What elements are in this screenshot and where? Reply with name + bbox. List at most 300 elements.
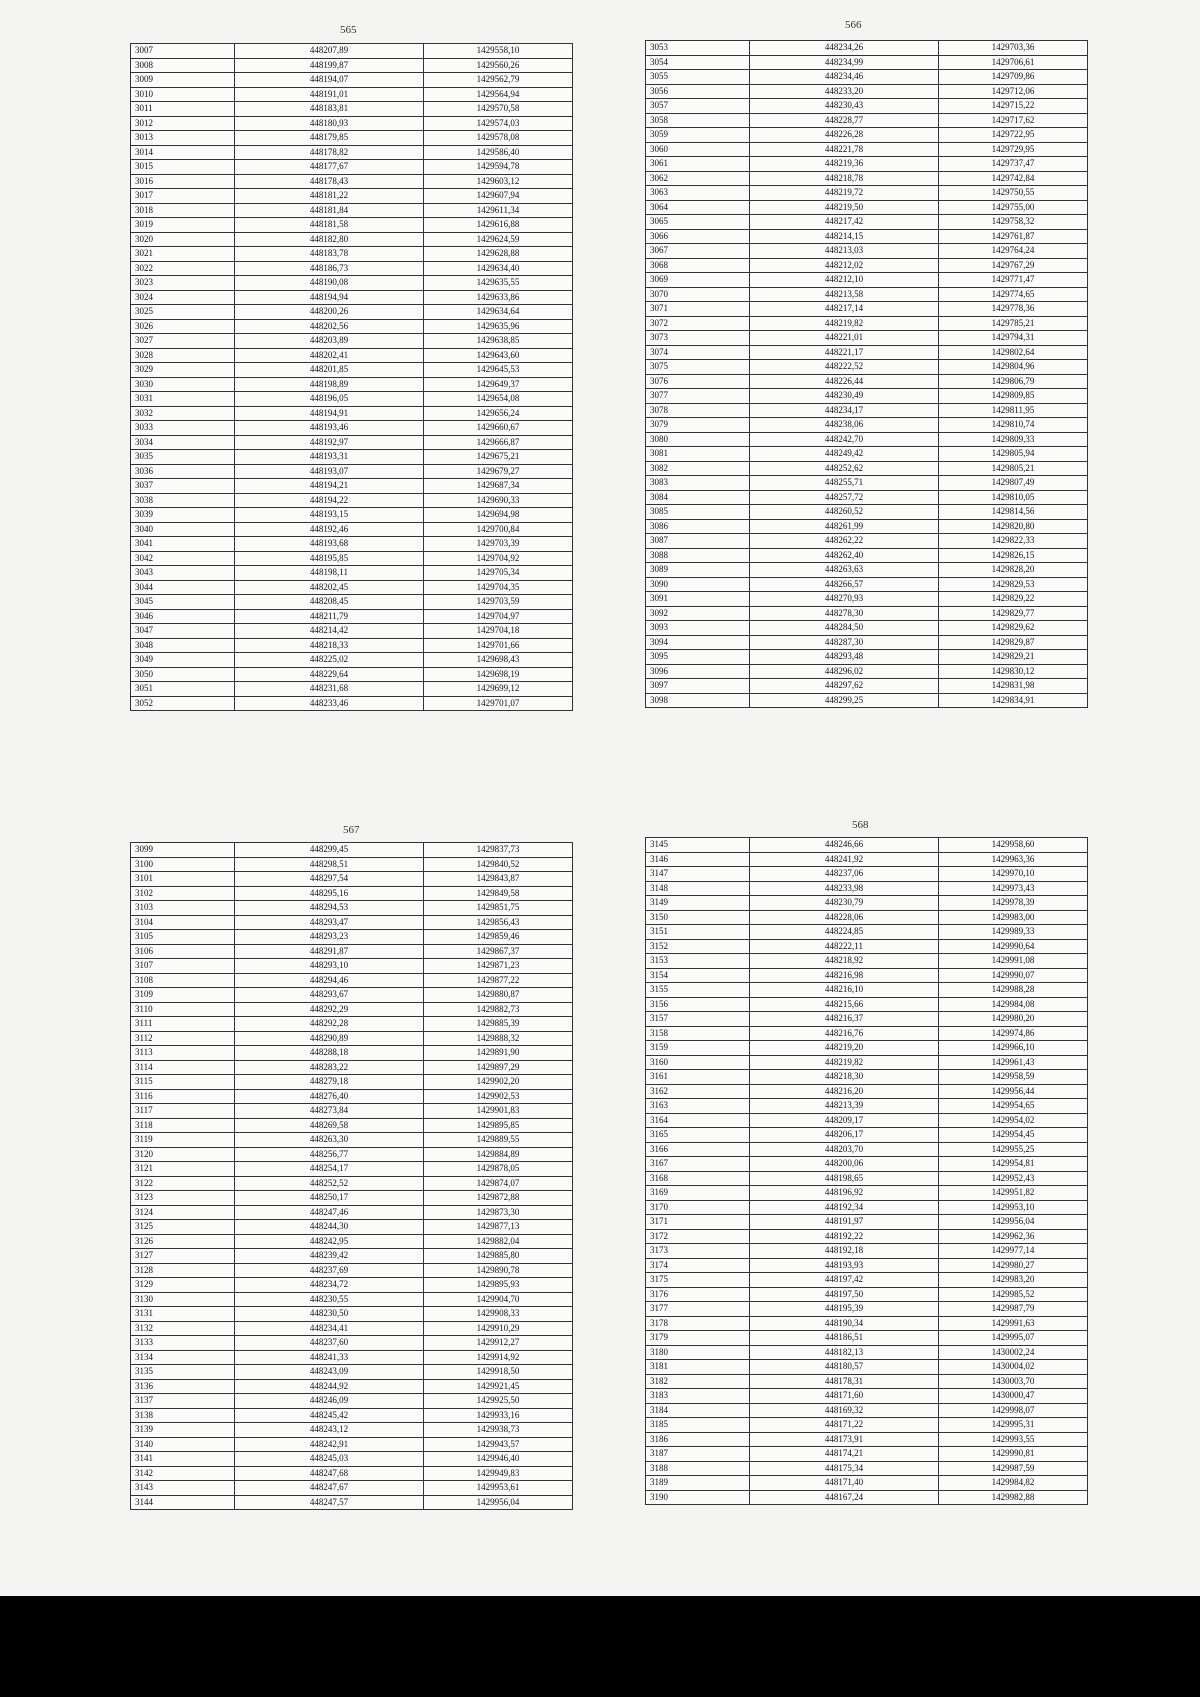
y-coordinate-cell: 1429805,21	[939, 461, 1088, 476]
table-row	[131, 1191, 573, 1206]
table-row	[131, 87, 573, 102]
point-number-cell: 3035	[131, 450, 235, 465]
point-number-cell: 3151	[646, 925, 750, 940]
point-number-cell: 3037	[131, 479, 235, 494]
table-row	[131, 857, 573, 872]
table-row	[131, 959, 573, 974]
table-row	[131, 1089, 573, 1104]
point-number-cell: 3036	[131, 464, 235, 479]
table-row	[131, 508, 573, 523]
table-row	[131, 421, 573, 436]
point-number-cell: 3174	[646, 1258, 750, 1273]
table-row	[646, 1186, 1088, 1201]
y-coordinate-cell: 1429897,29	[424, 1060, 573, 1075]
table-row	[131, 276, 573, 291]
x-coordinate-cell: 448219,82	[750, 316, 939, 331]
x-coordinate-cell: 448233,46	[235, 696, 424, 711]
x-coordinate-cell: 448193,46	[235, 421, 424, 436]
point-number-cell: 3062	[646, 171, 750, 186]
point-number-cell: 3076	[646, 374, 750, 389]
y-coordinate-cell: 1429742,84	[939, 171, 1088, 186]
table-row	[131, 493, 573, 508]
table-row	[646, 215, 1088, 230]
x-coordinate-cell: 448192,97	[235, 435, 424, 450]
point-number-cell: 3055	[646, 70, 750, 85]
x-coordinate-cell: 448199,87	[235, 58, 424, 73]
y-coordinate-cell: 1429914,92	[424, 1350, 573, 1365]
x-coordinate-cell: 448186,51	[750, 1331, 939, 1346]
table-row	[131, 1408, 573, 1423]
x-coordinate-cell: 448213,58	[750, 287, 939, 302]
page-number-565: 565	[340, 24, 357, 36]
point-number-cell: 3178	[646, 1316, 750, 1331]
point-number-cell: 3188	[646, 1461, 750, 1476]
y-coordinate-cell: 1430000,47	[939, 1389, 1088, 1404]
y-coordinate-cell: 1429925,50	[424, 1394, 573, 1409]
point-number-cell: 3080	[646, 432, 750, 447]
table-row	[131, 363, 573, 378]
point-number-cell: 3184	[646, 1403, 750, 1418]
x-coordinate-cell: 448217,14	[750, 302, 939, 317]
y-coordinate-cell: 1429873,30	[424, 1205, 573, 1220]
y-coordinate-cell: 1429750,55	[939, 186, 1088, 201]
y-coordinate-cell: 1429878,05	[424, 1162, 573, 1177]
y-coordinate-cell: 1429771,47	[939, 273, 1088, 288]
y-coordinate-cell: 1429560,26	[424, 58, 573, 73]
y-coordinate-cell: 1430003,70	[939, 1374, 1088, 1389]
x-coordinate-cell: 448243,12	[235, 1423, 424, 1438]
y-coordinate-cell: 1429562,79	[424, 73, 573, 88]
x-coordinate-cell: 448237,69	[235, 1263, 424, 1278]
table-row	[131, 1060, 573, 1075]
x-coordinate-cell: 448192,18	[750, 1244, 939, 1259]
point-number-cell: 3134	[131, 1350, 235, 1365]
table-row	[646, 70, 1088, 85]
y-coordinate-cell: 1429704,18	[424, 624, 573, 639]
point-number-cell: 3068	[646, 258, 750, 273]
y-coordinate-cell: 1429729,95	[939, 142, 1088, 157]
table-row	[131, 1147, 573, 1162]
point-number-cell: 3113	[131, 1046, 235, 1061]
point-number-cell: 3164	[646, 1113, 750, 1128]
x-coordinate-cell: 448195,85	[235, 551, 424, 566]
point-number-cell: 3050	[131, 667, 235, 682]
y-coordinate-cell: 1429953,10	[939, 1200, 1088, 1215]
table-row	[646, 881, 1088, 896]
table-row	[131, 653, 573, 668]
x-coordinate-cell: 448171,22	[750, 1418, 939, 1433]
table-row	[646, 331, 1088, 346]
point-number-cell: 3126	[131, 1234, 235, 1249]
x-coordinate-cell: 448183,81	[235, 102, 424, 117]
x-coordinate-cell: 448295,16	[235, 886, 424, 901]
y-coordinate-cell: 1429998,07	[939, 1403, 1088, 1418]
table-row	[646, 1026, 1088, 1041]
point-number-cell: 3153	[646, 954, 750, 969]
x-coordinate-cell: 448202,56	[235, 319, 424, 334]
table-row	[646, 939, 1088, 954]
x-coordinate-cell: 448194,94	[235, 290, 424, 305]
table-row	[646, 461, 1088, 476]
x-coordinate-cell: 448237,60	[235, 1336, 424, 1351]
y-coordinate-cell: 1429706,61	[939, 55, 1088, 70]
table-row	[131, 1104, 573, 1119]
y-coordinate-cell: 1429877,13	[424, 1220, 573, 1235]
y-coordinate-cell: 1429820,80	[939, 519, 1088, 534]
y-coordinate-cell: 1429895,93	[424, 1278, 573, 1293]
x-coordinate-cell: 448181,22	[235, 189, 424, 204]
y-coordinate-cell: 1429774,65	[939, 287, 1088, 302]
y-coordinate-cell: 1429758,32	[939, 215, 1088, 230]
y-coordinate-cell: 1429778,36	[939, 302, 1088, 317]
table-row	[131, 1495, 573, 1510]
y-coordinate-cell: 1429943,57	[424, 1437, 573, 1452]
point-number-cell: 3039	[131, 508, 235, 523]
y-coordinate-cell: 1429991,08	[939, 954, 1088, 969]
y-coordinate-cell: 1429974,86	[939, 1026, 1088, 1041]
point-number-cell: 3097	[646, 679, 750, 694]
point-number-cell: 3100	[131, 857, 235, 872]
x-coordinate-cell: 448239,42	[235, 1249, 424, 1264]
point-number-cell: 3052	[131, 696, 235, 711]
table-row	[131, 1350, 573, 1365]
y-coordinate-cell: 1429962,36	[939, 1229, 1088, 1244]
table-row	[131, 886, 573, 901]
x-coordinate-cell: 448179,85	[235, 131, 424, 146]
table-row	[131, 1162, 573, 1177]
y-coordinate-cell: 1429956,04	[424, 1495, 573, 1510]
point-number-cell: 3010	[131, 87, 235, 102]
y-coordinate-cell: 1429985,52	[939, 1287, 1088, 1302]
x-coordinate-cell: 448212,02	[750, 258, 939, 273]
y-coordinate-cell: 1429904,70	[424, 1292, 573, 1307]
point-number-cell: 3083	[646, 476, 750, 491]
table-row	[131, 1336, 573, 1351]
x-coordinate-cell: 448178,43	[235, 174, 424, 189]
point-number-cell: 3090	[646, 577, 750, 592]
x-coordinate-cell: 448247,57	[235, 1495, 424, 1510]
table-row	[646, 1229, 1088, 1244]
y-coordinate-cell: 1429877,22	[424, 973, 573, 988]
y-coordinate-cell: 1429834,91	[939, 693, 1088, 708]
x-coordinate-cell: 448169,32	[750, 1403, 939, 1418]
y-coordinate-cell: 1429699,12	[424, 682, 573, 697]
x-coordinate-cell: 448193,15	[235, 508, 424, 523]
y-coordinate-cell: 1429980,20	[939, 1012, 1088, 1027]
y-coordinate-cell: 1429635,55	[424, 276, 573, 291]
point-number-cell: 3061	[646, 157, 750, 172]
table-row	[646, 1418, 1088, 1433]
x-coordinate-cell: 448266,57	[750, 577, 939, 592]
table-row	[131, 392, 573, 407]
y-coordinate-cell: 1429891,90	[424, 1046, 573, 1061]
y-coordinate-cell: 1429809,85	[939, 389, 1088, 404]
x-coordinate-cell: 448242,91	[235, 1437, 424, 1452]
x-coordinate-cell: 448173,91	[750, 1432, 939, 1447]
x-coordinate-cell: 448293,47	[235, 915, 424, 930]
point-number-cell: 3058	[646, 113, 750, 128]
x-coordinate-cell: 448292,29	[235, 1002, 424, 1017]
point-number-cell: 3074	[646, 345, 750, 360]
y-coordinate-cell: 1429807,49	[939, 476, 1088, 491]
point-number-cell: 3185	[646, 1418, 750, 1433]
point-number-cell: 3016	[131, 174, 235, 189]
point-number-cell: 3110	[131, 1002, 235, 1017]
coordinate-table-567	[130, 842, 573, 1510]
x-coordinate-cell: 448180,57	[750, 1360, 939, 1375]
point-number-cell: 3149	[646, 896, 750, 911]
y-coordinate-cell: 1429958,59	[939, 1070, 1088, 1085]
table-row	[131, 334, 573, 349]
table-row	[131, 203, 573, 218]
x-coordinate-cell: 448230,79	[750, 896, 939, 911]
x-coordinate-cell: 448216,37	[750, 1012, 939, 1027]
x-coordinate-cell: 448197,42	[750, 1273, 939, 1288]
y-coordinate-cell: 1429660,67	[424, 421, 573, 436]
table-row	[646, 41, 1088, 56]
y-coordinate-cell: 1429831,98	[939, 679, 1088, 694]
table-row	[131, 944, 573, 959]
table-row	[131, 1075, 573, 1090]
x-coordinate-cell: 448241,33	[235, 1350, 424, 1365]
point-number-cell: 3023	[131, 276, 235, 291]
x-coordinate-cell: 448197,50	[750, 1287, 939, 1302]
x-coordinate-cell: 448237,06	[750, 867, 939, 882]
point-number-cell: 3092	[646, 606, 750, 621]
table-row	[646, 548, 1088, 563]
y-coordinate-cell: 1429983,20	[939, 1273, 1088, 1288]
point-number-cell: 3190	[646, 1490, 750, 1505]
point-number-cell: 3150	[646, 910, 750, 925]
y-coordinate-cell: 1429564,94	[424, 87, 573, 102]
x-coordinate-cell: 448230,43	[750, 99, 939, 114]
y-coordinate-cell: 1430004,02	[939, 1360, 1088, 1375]
point-number-cell: 3187	[646, 1447, 750, 1462]
x-coordinate-cell: 448198,11	[235, 566, 424, 581]
point-number-cell: 3146	[646, 852, 750, 867]
table-row	[646, 1389, 1088, 1404]
x-coordinate-cell: 448270,93	[750, 592, 939, 607]
x-coordinate-cell: 448219,36	[750, 157, 939, 172]
y-coordinate-cell: 1429558,10	[424, 44, 573, 59]
point-number-cell: 3096	[646, 664, 750, 679]
point-number-cell: 3107	[131, 959, 235, 974]
table-row	[646, 983, 1088, 998]
x-coordinate-cell: 448226,44	[750, 374, 939, 389]
table-row	[646, 157, 1088, 172]
point-number-cell: 3026	[131, 319, 235, 334]
y-coordinate-cell: 1429690,33	[424, 493, 573, 508]
x-coordinate-cell: 448234,46	[750, 70, 939, 85]
table-row	[131, 696, 573, 711]
table-row	[646, 1128, 1088, 1143]
y-coordinate-cell: 1429570,58	[424, 102, 573, 117]
point-number-cell: 3124	[131, 1205, 235, 1220]
table-row	[131, 44, 573, 59]
x-coordinate-cell: 448193,31	[235, 450, 424, 465]
point-number-cell: 3155	[646, 983, 750, 998]
point-number-cell: 3114	[131, 1060, 235, 1075]
x-coordinate-cell: 448192,34	[750, 1200, 939, 1215]
point-number-cell: 3120	[131, 1147, 235, 1162]
table-row	[131, 160, 573, 175]
point-number-cell: 3020	[131, 232, 235, 247]
x-coordinate-cell: 448234,99	[750, 55, 939, 70]
y-coordinate-cell: 1429954,81	[939, 1157, 1088, 1172]
x-coordinate-cell: 448242,95	[235, 1234, 424, 1249]
point-number-cell: 3025	[131, 305, 235, 320]
table-row	[646, 1273, 1088, 1288]
table-row	[131, 58, 573, 73]
y-coordinate-cell: 1429938,73	[424, 1423, 573, 1438]
y-coordinate-cell: 1429837,73	[424, 843, 573, 858]
point-number-cell: 3043	[131, 566, 235, 581]
y-coordinate-cell: 1429814,56	[939, 505, 1088, 520]
y-coordinate-cell: 1429946,40	[424, 1452, 573, 1467]
table-row	[646, 316, 1088, 331]
x-coordinate-cell: 448269,58	[235, 1118, 424, 1133]
y-coordinate-cell: 1429961,43	[939, 1055, 1088, 1070]
table-row	[131, 377, 573, 392]
point-number-cell: 3176	[646, 1287, 750, 1302]
x-coordinate-cell: 448247,67	[235, 1481, 424, 1496]
point-number-cell: 3065	[646, 215, 750, 230]
table-row	[646, 1070, 1088, 1085]
y-coordinate-cell: 1429809,33	[939, 432, 1088, 447]
y-coordinate-cell: 1429952,43	[939, 1171, 1088, 1186]
y-coordinate-cell: 1429701,66	[424, 638, 573, 653]
point-number-cell: 3127	[131, 1249, 235, 1264]
x-coordinate-cell: 448219,50	[750, 200, 939, 215]
table-row	[131, 1002, 573, 1017]
x-coordinate-cell: 448299,25	[750, 693, 939, 708]
table-row	[646, 534, 1088, 549]
y-coordinate-cell: 1429882,73	[424, 1002, 573, 1017]
table-row	[646, 1215, 1088, 1230]
y-coordinate-cell: 1429675,21	[424, 450, 573, 465]
x-coordinate-cell: 448219,72	[750, 186, 939, 201]
point-number-cell: 3123	[131, 1191, 235, 1206]
x-coordinate-cell: 448283,22	[235, 1060, 424, 1075]
point-number-cell: 3031	[131, 392, 235, 407]
x-coordinate-cell: 448262,22	[750, 534, 939, 549]
table-row	[646, 447, 1088, 462]
point-number-cell: 3098	[646, 693, 750, 708]
point-number-cell: 3082	[646, 461, 750, 476]
x-coordinate-cell: 448218,92	[750, 954, 939, 969]
x-coordinate-cell: 448244,30	[235, 1220, 424, 1235]
y-coordinate-cell: 1429829,87	[939, 635, 1088, 650]
y-coordinate-cell: 1429966,10	[939, 1041, 1088, 1056]
y-coordinate-cell: 1429910,29	[424, 1321, 573, 1336]
point-number-cell: 3132	[131, 1321, 235, 1336]
table-row	[646, 55, 1088, 70]
table-row	[131, 1365, 573, 1380]
y-coordinate-cell: 1429805,94	[939, 447, 1088, 462]
y-coordinate-cell: 1429849,58	[424, 886, 573, 901]
table-row	[131, 973, 573, 988]
table-row	[646, 867, 1088, 882]
table-row	[646, 1084, 1088, 1099]
table-row	[131, 189, 573, 204]
x-coordinate-cell: 448178,31	[750, 1374, 939, 1389]
table-row	[131, 131, 573, 146]
table-row	[131, 1394, 573, 1409]
y-coordinate-cell: 1429764,24	[939, 244, 1088, 259]
x-coordinate-cell: 448294,53	[235, 901, 424, 916]
point-number-cell: 3139	[131, 1423, 235, 1438]
point-number-cell: 3060	[646, 142, 750, 157]
x-coordinate-cell: 448229,64	[235, 667, 424, 682]
y-coordinate-cell: 1429611,34	[424, 203, 573, 218]
x-coordinate-cell: 448234,26	[750, 41, 939, 56]
x-coordinate-cell: 448219,20	[750, 1041, 939, 1056]
table-row	[131, 1379, 573, 1394]
x-coordinate-cell: 448234,72	[235, 1278, 424, 1293]
point-number-cell: 3063	[646, 186, 750, 201]
point-number-cell: 3053	[646, 41, 750, 56]
table-row	[131, 638, 573, 653]
x-coordinate-cell: 448186,73	[235, 261, 424, 276]
y-coordinate-cell: 1429830,12	[939, 664, 1088, 679]
x-coordinate-cell: 448244,92	[235, 1379, 424, 1394]
x-coordinate-cell: 448298,51	[235, 857, 424, 872]
x-coordinate-cell: 448228,77	[750, 113, 939, 128]
point-number-cell: 3159	[646, 1041, 750, 1056]
point-number-cell: 3172	[646, 1229, 750, 1244]
table-row	[646, 852, 1088, 867]
x-coordinate-cell: 448216,20	[750, 1084, 939, 1099]
table-row	[646, 389, 1088, 404]
x-coordinate-cell: 448257,72	[750, 490, 939, 505]
table-row	[646, 606, 1088, 621]
x-coordinate-cell: 448167,24	[750, 1490, 939, 1505]
y-coordinate-cell: 1429859,46	[424, 930, 573, 945]
x-coordinate-cell: 448245,03	[235, 1452, 424, 1467]
point-number-cell: 3117	[131, 1104, 235, 1119]
y-coordinate-cell: 1429902,53	[424, 1089, 573, 1104]
table-row	[131, 435, 573, 450]
y-coordinate-cell: 1429586,40	[424, 145, 573, 160]
point-number-cell: 3186	[646, 1432, 750, 1447]
point-number-cell: 3095	[646, 650, 750, 665]
point-number-cell: 3094	[646, 635, 750, 650]
x-coordinate-cell: 448230,55	[235, 1292, 424, 1307]
table-row	[646, 142, 1088, 157]
table-row	[646, 360, 1088, 375]
point-number-cell: 3089	[646, 563, 750, 578]
y-coordinate-cell: 1430002,24	[939, 1345, 1088, 1360]
x-coordinate-cell: 448219,82	[750, 1055, 939, 1070]
point-number-cell: 3165	[646, 1128, 750, 1143]
x-coordinate-cell: 448263,63	[750, 563, 939, 578]
x-coordinate-cell: 448261,99	[750, 519, 939, 534]
point-number-cell: 3154	[646, 968, 750, 983]
y-coordinate-cell: 1429616,88	[424, 218, 573, 233]
x-coordinate-cell: 448294,46	[235, 973, 424, 988]
table-row	[131, 624, 573, 639]
x-coordinate-cell: 448297,62	[750, 679, 939, 694]
point-number-cell: 3143	[131, 1481, 235, 1496]
x-coordinate-cell: 448221,78	[750, 142, 939, 157]
table-row	[646, 432, 1088, 447]
table-row	[646, 592, 1088, 607]
y-coordinate-cell: 1429828,20	[939, 563, 1088, 578]
y-coordinate-cell: 1429829,21	[939, 650, 1088, 665]
x-coordinate-cell: 448241,92	[750, 852, 939, 867]
point-number-cell: 3057	[646, 99, 750, 114]
x-coordinate-cell: 448224,85	[750, 925, 939, 940]
